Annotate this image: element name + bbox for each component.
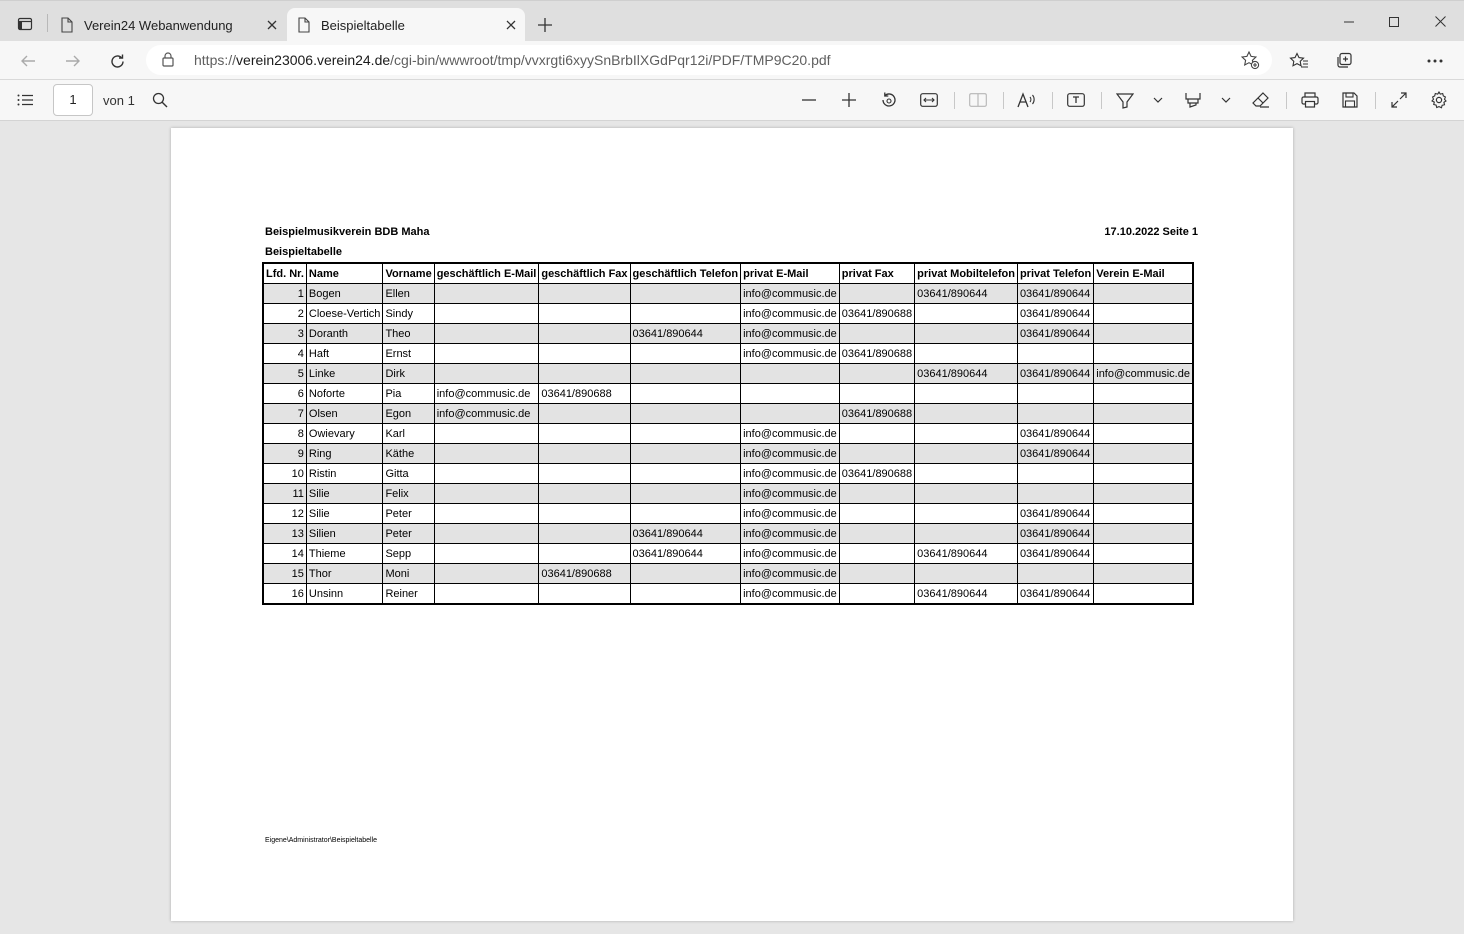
table-cell	[839, 544, 914, 564]
table-cell: Ernst	[383, 344, 434, 364]
lock-icon[interactable]	[162, 52, 174, 72]
table-cell: 03641/890644	[1017, 524, 1093, 544]
table-cell: 03641/890688	[539, 384, 630, 404]
close-icon	[267, 20, 277, 30]
table-cell	[539, 464, 630, 484]
table-cell	[539, 444, 630, 464]
table-cell: info@commusic.de	[741, 324, 840, 344]
table-cell: info@commusic.de	[741, 424, 840, 444]
table-cell: Bogen	[306, 284, 383, 304]
table-cell	[839, 424, 914, 444]
address-bar[interactable]	[146, 45, 1272, 75]
table-cell	[839, 364, 914, 384]
column-header: privat Telefon	[1017, 263, 1093, 284]
table-cell: info@commusic.de	[741, 584, 840, 605]
printer-icon	[1301, 92, 1319, 108]
page-number-input[interactable]: 1	[53, 84, 93, 116]
date-and-page: 17.10.2022 Seite 1	[1104, 226, 1198, 238]
table-cell: 03641/890688	[839, 464, 914, 484]
table-cell: 2	[263, 304, 306, 324]
table-cell	[915, 504, 1018, 524]
table-cell	[1017, 384, 1093, 404]
table-cell: 03641/890644	[630, 324, 741, 344]
table-cell: 03641/890644	[1017, 444, 1093, 464]
table-cell	[915, 424, 1018, 444]
table-cell	[630, 504, 741, 524]
table-cell	[434, 304, 539, 324]
plus-icon	[538, 18, 552, 32]
table-cell: info@commusic.de	[741, 564, 840, 584]
table-cell: 03641/890644	[915, 584, 1018, 605]
pdf-page	[171, 128, 1293, 921]
table-cell: 03641/890644	[1017, 504, 1093, 524]
toolbar-separator	[1286, 92, 1287, 109]
table-cell	[630, 464, 741, 484]
toolbar-separator	[1101, 92, 1102, 109]
new-tab-button[interactable]	[531, 11, 559, 39]
read-aloud-icon	[1017, 92, 1037, 108]
table-cell: 03641/890644	[1017, 584, 1093, 605]
table-row	[263, 584, 1193, 605]
table-cell	[839, 284, 914, 304]
settings-menu-button[interactable]	[1419, 45, 1451, 77]
column-header: geschäftlich Telefon	[630, 263, 741, 284]
url-path: /cgi-bin/wwwroot/tmp/vvxrgti6xyySnBrbIlXGdPqr12i/PDF/TMP9C20.pdf	[390, 52, 831, 68]
column-header: Name	[306, 263, 383, 284]
table-cell: info@commusic.de	[434, 404, 539, 424]
table-cell	[434, 324, 539, 344]
table-cell: Noforte	[306, 384, 383, 404]
gear-icon	[1430, 91, 1448, 109]
column-header: Verein E-Mail	[1094, 263, 1193, 284]
tab-strip	[0, 0, 1464, 41]
table-cell	[839, 444, 914, 464]
table-cell: Pia	[383, 384, 434, 404]
table-cell: 03641/890644	[915, 284, 1018, 304]
table-cell	[1094, 504, 1193, 524]
table-cell: 03641/890644	[630, 524, 741, 544]
member-table	[262, 262, 1194, 605]
table-of-contents-button[interactable]	[10, 85, 40, 115]
tab-close-button[interactable]	[497, 20, 525, 30]
table-cell	[630, 384, 741, 404]
table-cell: 5	[263, 364, 306, 384]
column-header: privat E-Mail	[741, 263, 840, 284]
tab-verein24[interactable]	[50, 8, 286, 42]
table-row	[263, 344, 1193, 364]
table-cell: 3	[263, 324, 306, 344]
contents-list-icon	[17, 94, 33, 106]
table-cell: 11	[263, 484, 306, 504]
favorites-button[interactable]	[1283, 45, 1315, 77]
pdf-toolbar	[0, 80, 1464, 121]
highlight-button[interactable]	[1178, 85, 1208, 115]
table-cell	[839, 384, 914, 404]
reload-button[interactable]	[101, 45, 133, 77]
table-cell: 03641/890688	[839, 304, 914, 324]
table-cell: 9	[263, 444, 306, 464]
table-cell	[539, 364, 630, 384]
back-arrow-icon	[20, 53, 36, 69]
expand-icon	[1391, 92, 1407, 108]
table-cell: Gitta	[383, 464, 434, 484]
table-cell: info@commusic.de	[741, 304, 840, 324]
window-close-button[interactable]	[1417, 1, 1463, 42]
table-cell	[839, 504, 914, 524]
chevron-down-icon	[1153, 97, 1163, 103]
table-row	[263, 524, 1193, 544]
table-cell	[1017, 464, 1093, 484]
minimize-icon	[1344, 17, 1354, 27]
table-cell: Karl	[383, 424, 434, 444]
table-cell	[741, 364, 840, 384]
table-cell	[630, 484, 741, 504]
table-cell	[630, 304, 741, 324]
table-cell	[1017, 404, 1093, 424]
table-cell: 8	[263, 424, 306, 444]
url-host: verein23006.verein24.de	[236, 52, 391, 68]
table-row	[263, 324, 1193, 344]
table-cell	[539, 544, 630, 564]
forward-arrow-icon	[65, 53, 81, 69]
document-footer-path: Eigene\Administrator\Beispieltabelle	[265, 837, 378, 844]
table-cell	[539, 584, 630, 605]
table-cell: info@commusic.de	[741, 444, 840, 464]
table-cell: Silien	[306, 524, 383, 544]
table-cell: 03641/890644	[1017, 324, 1093, 344]
column-header: geschäftlich Fax	[539, 263, 630, 284]
column-header: Lfd. Nr.	[263, 263, 306, 284]
save-icon	[1342, 92, 1358, 108]
table-cell	[630, 424, 741, 444]
table-cell: 03641/890688	[839, 404, 914, 424]
table-cell	[1094, 564, 1193, 584]
table-cell: Egon	[383, 404, 434, 424]
column-header: Vorname	[383, 263, 434, 284]
table-cell	[915, 484, 1018, 504]
table-cell	[1094, 524, 1193, 544]
table-cell: Dirk	[383, 364, 434, 384]
table-cell	[630, 444, 741, 464]
table-cell: Reiner	[383, 584, 434, 605]
table-cell: 10	[263, 464, 306, 484]
table-title: Beispieltabelle	[265, 246, 343, 258]
table-cell	[1017, 344, 1093, 364]
table-cell	[539, 344, 630, 364]
close-icon	[506, 20, 516, 30]
table-cell	[915, 524, 1018, 544]
tab-separator	[47, 14, 48, 32]
table-cell: 6	[263, 384, 306, 404]
table-cell: info@commusic.de	[741, 524, 840, 544]
table-row	[263, 284, 1193, 304]
table-cell: Sepp	[383, 544, 434, 564]
table-cell	[434, 424, 539, 444]
table-cell: 03641/890644	[915, 544, 1018, 564]
table-cell	[1094, 344, 1193, 364]
table-cell	[539, 284, 630, 304]
table-header-row	[263, 263, 1193, 284]
table-cell: 1	[263, 284, 306, 304]
table-cell	[434, 504, 539, 524]
favorites-icon	[1289, 52, 1309, 70]
maximize-icon	[1389, 17, 1399, 27]
table-cell	[434, 524, 539, 544]
table-cell	[434, 464, 539, 484]
plus-icon	[842, 93, 856, 107]
table-cell: Käthe	[383, 444, 434, 464]
table-cell: info@commusic.de	[741, 544, 840, 564]
search-icon	[152, 92, 168, 108]
table-cell	[1094, 304, 1193, 324]
zoom-out-button[interactable]	[794, 85, 824, 115]
table-cell	[1094, 544, 1193, 564]
forward-button[interactable]	[57, 45, 89, 77]
erase-button[interactable]	[1246, 85, 1276, 115]
toolbar-separator	[1052, 92, 1053, 109]
table-cell	[741, 384, 840, 404]
table-cell: info@commusic.de	[741, 504, 840, 524]
table-cell: Peter	[383, 504, 434, 524]
table-row	[263, 564, 1193, 584]
document-icon	[60, 17, 74, 33]
chevron-down-icon	[1221, 97, 1231, 103]
table-cell	[1094, 444, 1193, 464]
table-cell: Olsen	[306, 404, 383, 424]
table-cell	[839, 484, 914, 504]
highlight-options-dropdown[interactable]	[1214, 85, 1238, 115]
table-cell	[539, 504, 630, 524]
table-cell	[630, 284, 741, 304]
table-cell	[1094, 424, 1193, 444]
table-cell	[839, 564, 914, 584]
table-cell: 03641/890644	[1017, 424, 1093, 444]
table-cell: info@commusic.de	[741, 484, 840, 504]
table-cell: info@commusic.de	[434, 384, 539, 404]
table-cell: info@commusic.de	[741, 464, 840, 484]
table-cell: Doranth	[306, 324, 383, 344]
table-cell	[539, 424, 630, 444]
column-header: privat Mobiltelefon	[915, 263, 1018, 284]
tab-close-button[interactable]	[258, 20, 286, 30]
table-cell	[1094, 484, 1193, 504]
table-cell: 14	[263, 544, 306, 564]
table-row	[263, 304, 1193, 324]
star-plus-icon	[1240, 50, 1260, 70]
back-button[interactable]	[12, 45, 44, 77]
table-cell: Silie	[306, 504, 383, 524]
table-cell	[839, 584, 914, 605]
table-cell: info@commusic.de	[1094, 364, 1193, 384]
add-text-button[interactable]	[1061, 85, 1091, 115]
table-cell: 7	[263, 404, 306, 424]
table-cell: Thor	[306, 564, 383, 584]
table-row	[263, 364, 1193, 384]
table-cell: 03641/890644	[1017, 364, 1093, 384]
fit-to-width-button[interactable]	[914, 85, 944, 115]
url-text[interactable]	[194, 52, 831, 68]
table-cell	[630, 564, 741, 584]
table-cell	[1094, 584, 1193, 605]
rotate-icon	[880, 91, 898, 109]
table-cell	[434, 564, 539, 584]
table-cell: 03641/890644	[1017, 304, 1093, 324]
table-cell	[434, 584, 539, 605]
table-cell: Ristin	[306, 464, 383, 484]
column-header: privat Fax	[839, 263, 914, 284]
table-cell: 16	[263, 584, 306, 605]
table-cell	[434, 484, 539, 504]
find-button[interactable]	[145, 85, 175, 115]
fit-width-icon	[920, 93, 938, 107]
table-row	[263, 424, 1193, 444]
collections-icon	[1335, 52, 1353, 70]
reload-icon	[109, 53, 126, 70]
table-cell: 03641/890644	[630, 544, 741, 564]
table-cell	[630, 344, 741, 364]
table-cell	[915, 444, 1018, 464]
table-cell: 15	[263, 564, 306, 584]
table-cell	[630, 584, 741, 605]
table-cell: 03641/890644	[915, 364, 1018, 384]
table-cell	[539, 524, 630, 544]
table-cell	[539, 484, 630, 504]
table-cell: 13	[263, 524, 306, 544]
table-cell	[539, 304, 630, 324]
draw-button[interactable]	[1110, 85, 1140, 115]
table-cell	[1094, 384, 1193, 404]
table-cell: Ellen	[383, 284, 434, 304]
text-box-icon	[1067, 93, 1085, 107]
table-row	[263, 384, 1193, 404]
table-cell: 03641/890644	[1017, 544, 1093, 564]
tab-title: Beispieltabelle	[321, 17, 405, 33]
table-cell: Cloese-Vertich	[306, 304, 383, 324]
table-cell: Silie	[306, 484, 383, 504]
table-cell: Thieme	[306, 544, 383, 564]
page-view-icon	[969, 93, 987, 107]
navigation-bar	[0, 41, 1464, 80]
table-cell	[1094, 284, 1193, 304]
table-cell: 12	[263, 504, 306, 524]
table-cell: Sindy	[383, 304, 434, 324]
page-count-label: von 1	[103, 93, 135, 108]
table-cell	[915, 564, 1018, 584]
eraser-icon	[1252, 91, 1270, 109]
table-row	[263, 544, 1193, 564]
table-row	[263, 464, 1193, 484]
table-cell	[1094, 404, 1193, 424]
close-icon	[1435, 16, 1446, 27]
table-cell: 03641/890688	[539, 564, 630, 584]
more-icon	[1427, 59, 1443, 63]
pdf-settings-button[interactable]	[1424, 85, 1454, 115]
table-cell	[1017, 564, 1093, 584]
draw-pen-icon	[1116, 91, 1134, 109]
table-cell: 03641/890688	[839, 344, 914, 364]
minimize-button[interactable]	[1326, 1, 1372, 42]
table-cell: Ring	[306, 444, 383, 464]
tab-actions-icon	[17, 16, 33, 32]
table-cell: Haft	[306, 344, 383, 364]
table-cell: Peter	[383, 524, 434, 544]
rotate-button[interactable]	[874, 85, 904, 115]
toolbar-separator	[1375, 92, 1376, 109]
table-cell: 4	[263, 344, 306, 364]
table-cell	[915, 404, 1018, 424]
add-favorite-button[interactable]	[1240, 50, 1260, 75]
table-cell	[915, 304, 1018, 324]
table-cell	[434, 344, 539, 364]
table-cell: Moni	[383, 564, 434, 584]
table-cell	[1017, 484, 1093, 504]
table-cell	[839, 524, 914, 544]
maximize-button[interactable]	[1371, 1, 1417, 42]
page-view-button[interactable]	[963, 85, 993, 115]
draw-options-dropdown[interactable]	[1146, 85, 1170, 115]
toolbar-separator	[1003, 92, 1004, 109]
table-cell: 03641/890644	[1017, 284, 1093, 304]
table-cell	[434, 364, 539, 384]
table-cell	[539, 404, 630, 424]
tab-actions-button[interactable]	[8, 9, 42, 39]
document-icon	[297, 17, 311, 33]
table-cell	[915, 344, 1018, 364]
table-row	[263, 404, 1193, 424]
table-cell	[434, 284, 539, 304]
toolbar-separator	[954, 92, 955, 109]
table-row	[263, 484, 1193, 504]
tab-beispieltabelle[interactable]	[287, 8, 525, 42]
fullscreen-button[interactable]	[1384, 85, 1414, 115]
table-cell	[915, 384, 1018, 404]
table-cell	[839, 324, 914, 344]
table-cell	[1094, 464, 1193, 484]
organization-title: Beispielmusikverein BDB Maha	[265, 226, 430, 238]
table-row	[263, 504, 1193, 524]
table-cell	[915, 464, 1018, 484]
table-cell	[915, 324, 1018, 344]
read-aloud-button[interactable]	[1012, 85, 1042, 115]
table-cell: Unsinn	[306, 584, 383, 605]
table-cell: Linke	[306, 364, 383, 384]
table-cell: info@commusic.de	[741, 344, 840, 364]
table-cell	[630, 364, 741, 384]
table-cell	[434, 544, 539, 564]
table-cell: Theo	[383, 324, 434, 344]
table-cell: Owievary	[306, 424, 383, 444]
tab-title: Verein24 Webanwendung	[84, 17, 233, 33]
table-cell	[741, 404, 840, 424]
table-cell	[1094, 324, 1193, 344]
table-cell	[539, 324, 630, 344]
table-cell	[434, 444, 539, 464]
pdf-viewer	[0, 121, 1464, 934]
zoom-in-button[interactable]	[834, 85, 864, 115]
table-row	[263, 444, 1193, 464]
table-cell	[630, 404, 741, 424]
column-header: geschäftlich E-Mail	[434, 263, 539, 284]
table-cell: info@commusic.de	[741, 284, 840, 304]
print-button[interactable]	[1295, 85, 1325, 115]
save-button[interactable]	[1335, 85, 1365, 115]
table-cell: Felix	[383, 484, 434, 504]
minus-icon	[802, 93, 816, 107]
highlighter-icon	[1184, 91, 1202, 109]
collections-button[interactable]	[1328, 45, 1360, 77]
url-scheme: https://	[194, 52, 237, 68]
